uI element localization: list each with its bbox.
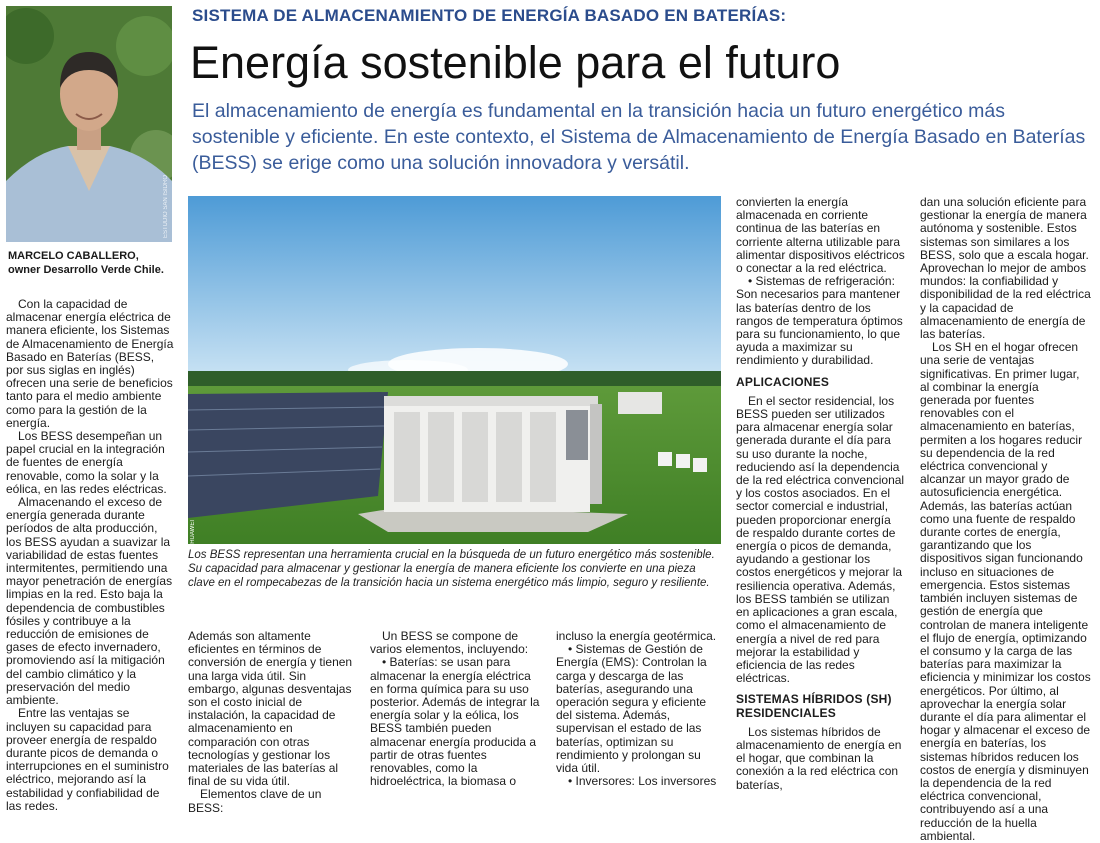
column-right: [920, 196, 1092, 843]
paragraph: Almacenando el exceso de energía generada durante períodos de alta producción, los BESS ayudan a suavizar la variabilidad de estas fuentes intermitentes, permitiendo una mayor penetración de energías limpias en la red. Esto baja la dependencia de combustibles fósiles y contribuye a la reducción de emisiones de gases de efecto invernadero, promoviendo así la mitigación del cambio climático y la preservación del medio ambiente.: [6, 495, 173, 708]
author-portrait: [6, 6, 172, 242]
paragraph: Entre las ventajas se incluyen su capacidad para proveer energía de respaldo durante picos de demanda o interrupciones en el suministro eléctrico, mejorando así la estabilidad y confiabilidad de las redes.: [6, 706, 169, 813]
paragraph: convierten la energía almacenada en corriente continua de las baterías en corriente alterna utilizable para alimentar dispositivos eléctricos o conectar a la red eléctrica.: [736, 195, 905, 276]
bullet-item: • Baterías: se usan para almacenar la energía eléctrica en forma química para su uso posterior. Además de integrar la energía solar y la eólica, los BESS también pueden almacenar energía producida a partir de otras fuentes renovables, como la hidroeléctrica, la biomasa o: [370, 655, 540, 789]
paragraph: Los sistemas híbridos de almacenamiento de energía en el hogar, que combinan la conexión a la red eléctrica con baterías,: [736, 724, 902, 792]
section-heading-sistemas-hibridos: SISTEMAS HÍBRIDOS (SH) RESIDENCIALES: [736, 692, 892, 720]
paragraph: incluso la energía geotérmica.: [556, 629, 717, 643]
bullet-item: • Sistemas de refrigeración: Son necesarios para mantener las baterías dentro de los rangos de temperatura óptimos para su funcionamiento, lo que ayuda a maximizar su rendimiento y durabilidad.: [736, 274, 903, 368]
bullet-item: • Sistemas de Gestión de Energía (EMS): Controlan la carga y descarga de las baterías, asegurando una operación segura y eficiente del sistema. Además, supervisan el estado de las baterías, optimizan su rendimiento y prolongan su vida útil.: [556, 642, 707, 776]
column-bottom-2: [370, 630, 540, 788]
paragraph: Con la capacidad de almacenar energía eléctrica de manera eficiente, los Sistemas de Almacenamiento de Energía Basado en Baterías (BESS, por sus siglas en inglés) ofrecen una serie de beneficios tanto para el medio ambiente como para la gestión de la energía.: [6, 297, 174, 430]
paragraph: Además son altamente eficientes en términos de conversión de energía y tienen una larga vida útil. Sin embargo, algunas desventajas son el costo inicial de instalación, la capacidad de almacenamiento en comparación con otras tecnologías y gestionar los materiales de las baterías al final de su vida útil.: [188, 629, 353, 789]
article-headline: Energía sostenible para el futuro: [190, 37, 841, 88]
paragraph: Elementos clave de un BESS:: [188, 787, 322, 815]
author-name: MARCELO CABALLERO,: [8, 250, 139, 262]
article-lead: El almacenamiento de energía es fundamental en la transición hacia un futuro energético más sostenible y eficiente. En este contexto, el Sistema de Almacenamiento de Energía Basado en Baterías (BESS) se erige como una solución innovadora y versátil.: [192, 100, 1086, 174]
bullet-item: • Inversores: Los inversores: [568, 774, 717, 789]
column-left: [6, 298, 174, 813]
author-role: owner Desarrollo Verde Chile.: [8, 264, 164, 276]
paragraph: Los BESS desempeñan un papel crucial en la integración de fuentes de energía renovable, como la solar y la eólica, en las redes eléctricas.: [6, 429, 167, 496]
column-bottom-3: [556, 630, 724, 788]
bess-photo: [188, 196, 721, 544]
article-kicker: SISTEMA DE ALMACENAMIENTO DE ENERGÍA BASADO EN BATERÍAS:: [192, 6, 787, 25]
paragraph: Los SH en el hogar ofrecen una serie de ventajas significativas. En primer lugar, al combinar la energía generada por fuentes renovables con el almacenamiento en baterías, permiten a los hogares reducir su dependencia de la red eléctrica convencional y alcanzar un mayor grado de autosuficiencia energética. Además, las baterías actúan como una fuente de respaldo durante cortes de energía, garantizando que los dispositivos sigan funcionando incluso en situaciones de emergencia. Estos sistemas también incluyen sistemas de gestión de energía que controlan de manera inteligente el flujo de energía, optimizando el consumo y la carga de las baterías para maximizar la eficiencia y minimizar los costos energéticos. Por último, al aprovechar la energía solar durante el día para alimentar el hogar y almacenar el exceso de energía en baterías, los sistemas híbridos reducen los costos de energía y disminuyen la dependencia de la red eléctrica convencional, contribuyendo así a una reducción de la huella ambiental.: [920, 340, 1091, 843]
paragraph: Un BESS se compone de varios elementos, incluyendo:: [370, 629, 529, 657]
paragraph: dan una solución eficiente para gestionar la energía de manera autónoma y sostenible. Estos sistemas son similares a los BESS, solo que a escala hogar. Aprovechan lo mejor de ambos mundos: la confiabilidad y disponibilidad de la red eléctrica y la capacidad de almacenamiento de energía de las baterías.: [920, 195, 1091, 342]
bess-illustration: [188, 196, 721, 544]
image-credit: HUAWEI: [190, 520, 196, 544]
column-bottom-1: [188, 630, 358, 815]
image-caption: Los BESS representan una herramienta crucial en la búsqueda de un futuro energético más sostenible. Su capacidad para almacenar y gestionar la energía de manera eficiente los convierte en una pieza clave en el rompecabezas de la transición hacia un sistema energético más limpio, seguro y resiliente.: [188, 549, 715, 590]
photo-credit: ESTUDIO SAN ISIDRO: [163, 174, 169, 238]
paragraph: En el sector residencial, los BESS pueden ser utilizados para almacenar energía solar generada durante el día para su uso durante la noche, reduciendo así la dependencia de la red eléctrica convencional y los costos asociados. En el sector comercial e industrial, pueden proporcionar energía de respaldo durante cortes de energía o picos de demanda, ayudando a gestionar los costos energéticos y mejorar la resiliencia operativa. Además, los BESS también se utilizan en aplicaciones a gran escala, como el almacenamiento de energía a nivel de red para mejorar la estabilidad y eficiencia de las redes eléctricas.: [736, 393, 905, 686]
column-mid: [736, 196, 906, 792]
section-heading-aplicaciones: APLICACIONES: [736, 374, 830, 389]
author-photo: [6, 6, 172, 242]
